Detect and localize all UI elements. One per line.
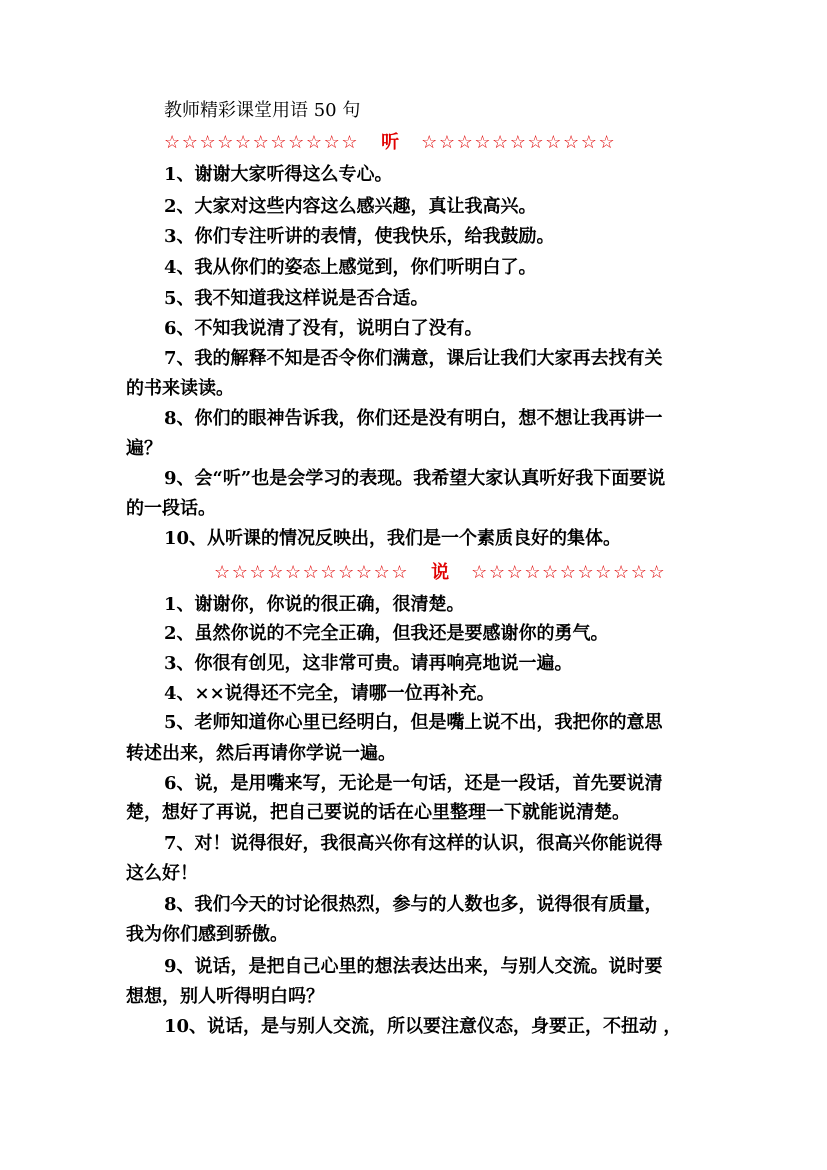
star-row-right-icon: ☆☆☆☆☆☆☆☆☆☆☆ [421, 132, 617, 153]
listen-item-2: 2、大家对这些内容这么感兴趣，真让我高兴。 [164, 196, 537, 217]
section-header-listen [164, 129, 616, 157]
speak-item-2: 2、虽然你说的不完全正确，但我还是要感谢你的勇气。 [164, 623, 609, 644]
listen-item-8-line-1: 8、你们的眼神告诉我，你们还是没有明白，想不想让我再讲一 [164, 408, 663, 429]
listen-item-10: 10、从听课的情况反映出，我们是一个素质良好的集体。 [164, 528, 622, 549]
star-row-right-icon: ☆☆☆☆☆☆☆☆☆☆☆ [471, 562, 667, 583]
speak-item-6-line-1: 6、说，是用嘴来写，无论是一句话，还是一段话，首先要说清 [164, 773, 663, 794]
speak-item-9-line-2: 想想，别人听得明白吗？ [126, 986, 324, 1007]
listen-item-1: 1、谢谢大家听得这么专心。 [164, 164, 393, 185]
listen-item-5: 5、我不知道我这样说是否合适。 [164, 288, 429, 309]
speak-item-8-line-1: 8、我们今天的讨论很热烈，参与的人数也多，说得很有质量， [164, 894, 663, 915]
listen-item-8-line-2: 遍？ [126, 438, 162, 459]
star-row-left-icon: ☆☆☆☆☆☆☆☆☆☆☆ [164, 132, 360, 153]
listen-item-6: 6、不知我说清了没有，说明白了没有。 [164, 318, 483, 339]
section-label-listen: 听 [381, 132, 400, 153]
document-title: 教师精彩课堂用语 50 句 [164, 100, 361, 121]
speak-item-1: 1、谢谢你，你说的很正确，很清楚。 [164, 594, 465, 615]
speak-item-4: 4、××说得还不完全，请哪一位再补充。 [164, 683, 495, 704]
speak-item-10: 10、说话，是与别人交流，所以要注意仪态，身要正，不扭动 ， [164, 1016, 682, 1037]
speak-item-7-line-2: 这么好！ [126, 863, 198, 884]
speak-item-7-line-1: 7、对！说得很好，我很高兴你有这样的认识，很高兴你能说得 [164, 833, 663, 854]
star-row-left-icon: ☆☆☆☆☆☆☆☆☆☆☆ [214, 562, 410, 583]
listen-item-9-line-2: 的一段话。 [126, 498, 216, 519]
speak-item-5-line-2: 转述出来，然后再请你学说一遍。 [126, 743, 396, 764]
section-header-speak [214, 559, 666, 587]
speak-item-9-line-1: 9、说话，是把自己心里的想法表达出来，与别人交流。说时要 [164, 956, 663, 977]
speak-item-3: 3、你很有创见，这非常可贵。请再响亮地说一遍。 [164, 653, 573, 674]
speak-item-8-line-2: 我为你们感到骄傲。 [126, 924, 288, 945]
listen-item-4: 4、我从你们的姿态上感觉到，你们听明白了。 [164, 257, 537, 278]
listen-item-7-line-1: 7、我的解释不知是否令你们满意，课后让我们大家再去找有关 [164, 348, 663, 369]
speak-item-6-line-2: 楚，想好了再说，把自己要说的话在心里整理一下就能说清楚。 [126, 802, 630, 823]
listen-item-7-line-2: 的书来读读。 [126, 378, 234, 399]
section-label-speak: 说 [431, 562, 450, 583]
speak-item-5-line-1: 5、老师知道你心里已经明白，但是嘴上说不出，我把你的意思 [164, 712, 663, 733]
listen-item-3: 3、你们专注听讲的表情，使我快乐，给我鼓励。 [164, 226, 555, 247]
listen-item-9-line-1: 9、会“听”也是会学习的表现。我希望大家认真听好我下面要说 [164, 468, 666, 489]
